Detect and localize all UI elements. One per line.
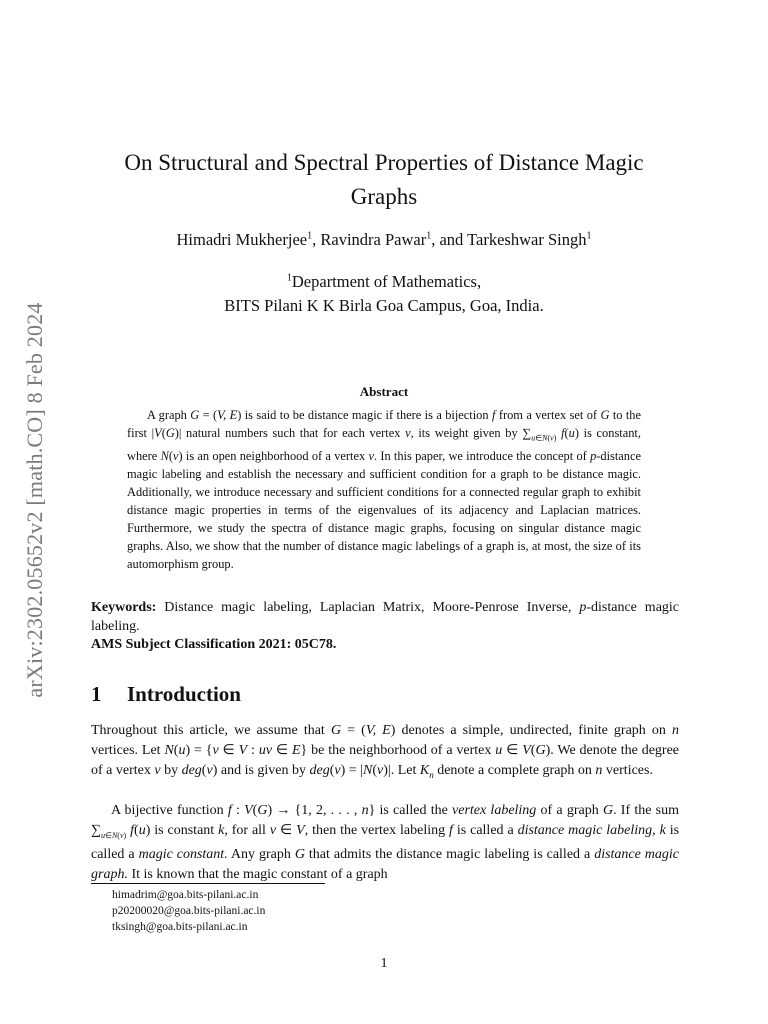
intro-paragraph-2: A bijective function f : V(G) → {1, 2, . . . , n} is called the vertex labeling of a graph G. If the sum $\sum_{u\in N(v)}$ f(u) is constant k, for all v ∈ V, then the vertex labeling f is called a distance magic labeling, k is called a magic constant. Any graph G that admits the distance magic labeling is called a distance magic graph. It is known that the magic constant of a graph bbox=[91, 803, 680, 883]
section-heading bbox=[91, 682, 679, 707]
footnote-email: tksingh@goa.bits-pilani.ac.in bbox=[112, 921, 248, 933]
author-name: Tarkeshwar Singh bbox=[467, 230, 587, 249]
footnotes bbox=[112, 887, 265, 935]
section-title: Introduction bbox=[127, 682, 241, 706]
author-name: Himadri Mukherjee bbox=[176, 230, 308, 249]
footnote-divider bbox=[91, 883, 325, 884]
footnote-email: p20200020@goa.bits-pilani.ac.in bbox=[112, 905, 266, 917]
keywords-label: Keywords: bbox=[91, 600, 157, 615]
keywords: Keywords: Distance magic labeling, Laplacian Matrix, Moore-Penrose Inverse, p-distance magic labeling. bbox=[91, 600, 680, 634]
keywords-text: Distance magic labeling, Laplacian Matrix, Moore-Penrose Inverse, bbox=[164, 600, 572, 615]
arxiv-stamp bbox=[20, 265, 50, 735]
paper-title: On Structural and Spectral Properties of Distance Magic Graphs bbox=[124, 150, 644, 209]
abstract-heading: Abstract bbox=[359, 384, 409, 399]
page-number: 1 bbox=[380, 956, 388, 971]
affiliation-mark: 1 bbox=[307, 230, 313, 242]
footnote-email: himadrim@goa.bits-pilani.ac.in bbox=[112, 889, 259, 901]
section-number: 1 bbox=[91, 682, 102, 706]
author-name: Ravindra Pawar bbox=[320, 230, 427, 249]
affiliation-mark: 1 bbox=[286, 272, 292, 284]
affiliation-mark: 1 bbox=[426, 230, 432, 242]
affiliation bbox=[100, 270, 668, 318]
institution: BITS Pilani K K Birla Goa Campus, Goa, India. bbox=[224, 296, 544, 315]
arxiv-identifier: arXiv:2302.05652v2 [math.CO] 8 Feb 2024 bbox=[22, 302, 47, 698]
author-list: Himadri Mukherjee$^1$, Ravindra Pawar$^1$, and Tarkeshwar Singh$^1$ bbox=[176, 230, 592, 249]
abstract-text: A graph G = (V, E) is said to be distance magic if there is a bijection f from a vertex set of G to the first |V(G)| natural numbers such that for each vertex v, its weight given by $\sum_{u\in N(v)}$ f(u) is constant, where N(v) is an open neighborhood of a vertex v. In this paper, we introduce the concept of p-distance magic labeling and establish the necessary and sufficient condition for a graph to be distance magic. Additionally, we introduce necessary and sufficient conditions for a connected regular graph to exhibit distance magic properties in terms of the eigenvalues of its adjacency and Laplacian matrices. Furthermore, we study the spectra of distance magic graphs, focusing on singular distance magic graphs. Also, we show that the number of distance magic labelings of a graph is, at most, the size of its automorphism group. bbox=[127, 408, 642, 572]
affiliation-mark: 1 bbox=[586, 230, 592, 242]
ams-classification: AMS Subject Classification 2021: 05C78. bbox=[91, 637, 337, 652]
intro-paragraph-1: Throughout this article, we assume that G = (V, E) denotes a simple, undirected, finite graph on n vertices. Let N(u) = {v ∈ V : uv ∈ E} be the neighborhood of a vertex u ∈ V(G). We denote the degree of a vertex v by deg(v) and is given by deg(v) = |N(v)|. Let $K_n$ denote a complete graph on n vertices. bbox=[91, 723, 680, 780]
department: Department of Mathematics, bbox=[291, 272, 482, 291]
